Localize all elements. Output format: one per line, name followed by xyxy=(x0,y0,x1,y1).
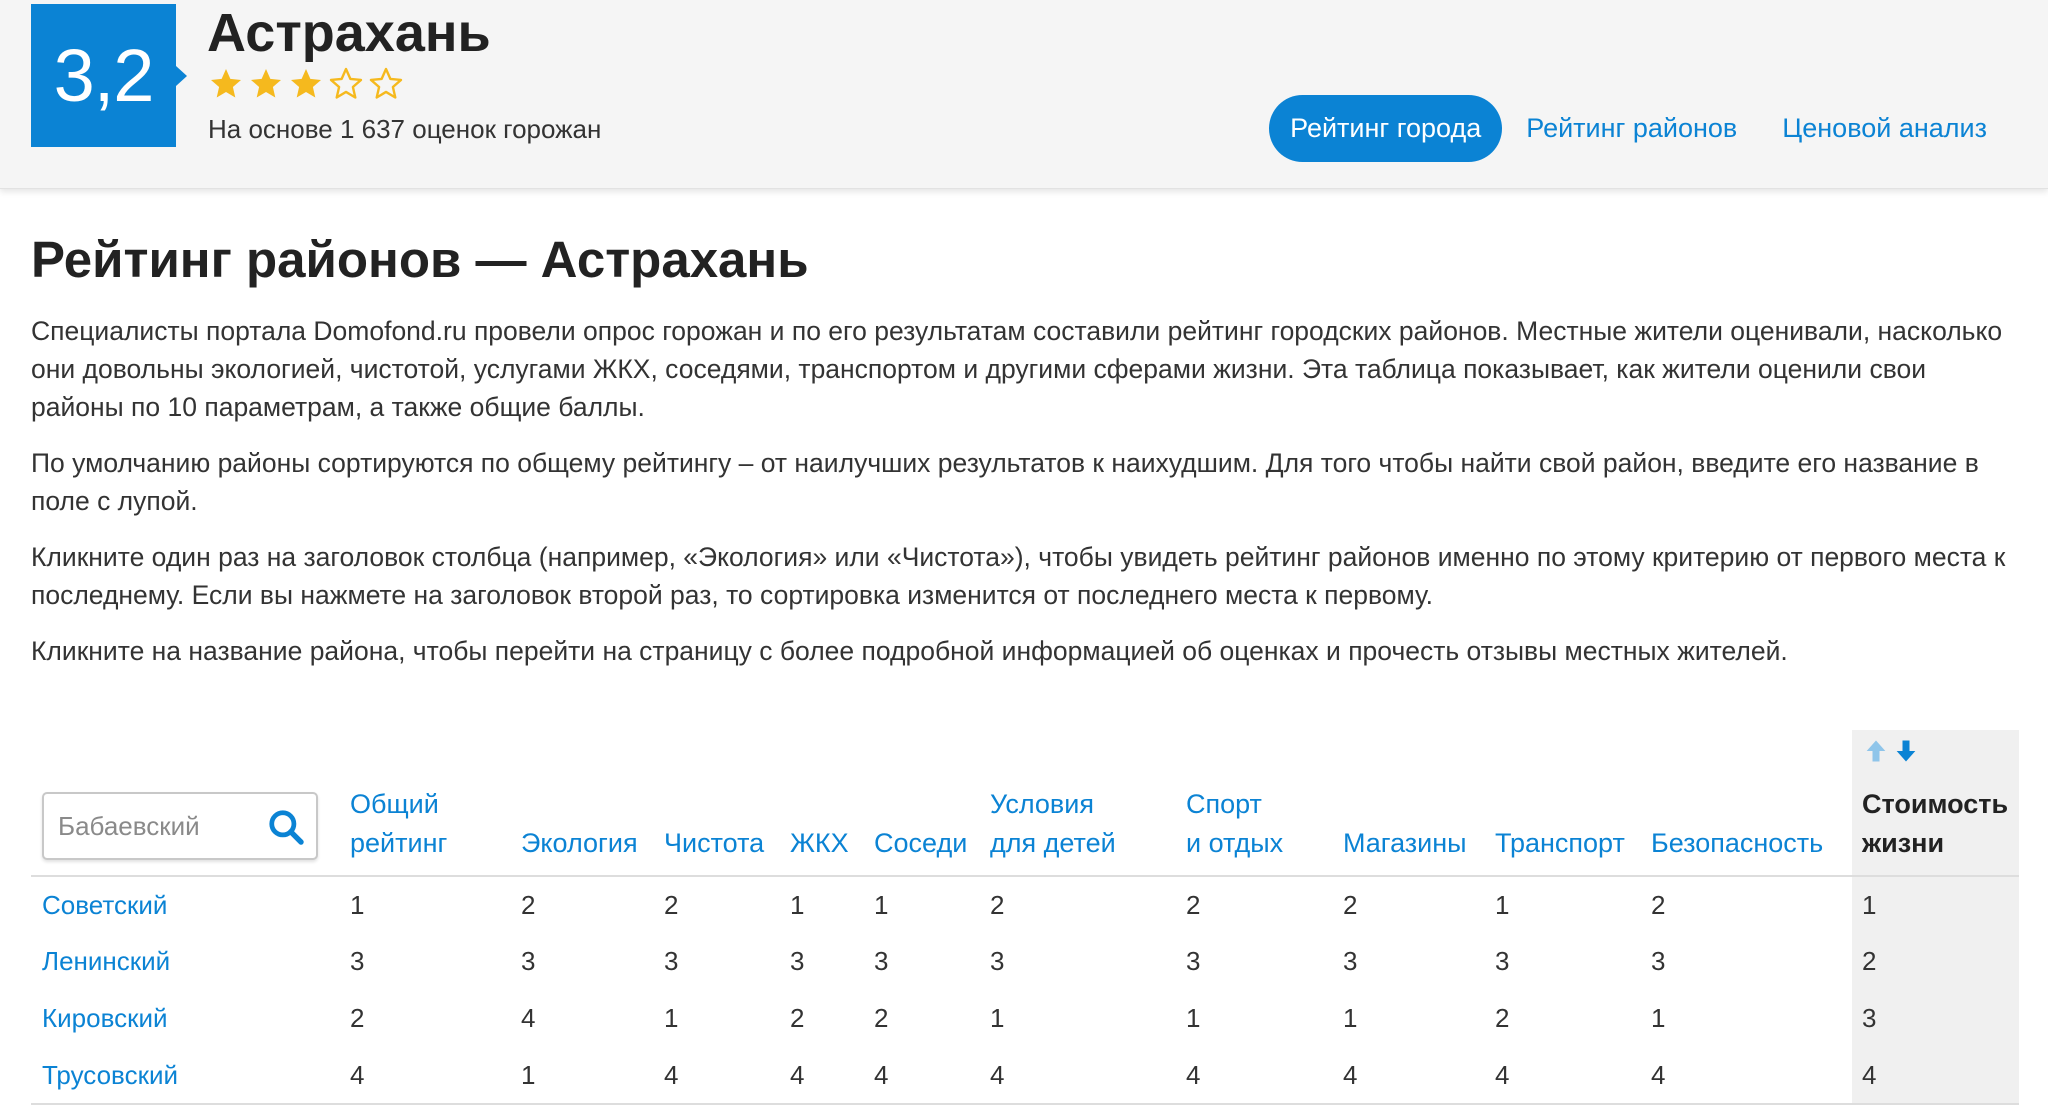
rating-cell: 3 xyxy=(790,946,805,976)
rating-cell: 4 xyxy=(874,1059,889,1090)
col-header-overall[interactable] xyxy=(350,730,521,876)
rating-cell: 1 xyxy=(874,889,889,920)
col-header-label[interactable]: Условия xyxy=(990,789,1094,819)
star-rating xyxy=(207,66,405,102)
col-header-cleanliness[interactable] xyxy=(664,730,790,876)
col-header-shops[interactable] xyxy=(1343,730,1495,876)
district-search[interactable] xyxy=(42,792,318,860)
rating-cell: 2 xyxy=(1852,933,2019,990)
rating-cell: 2 xyxy=(664,889,679,920)
table-body xyxy=(31,876,2019,1104)
rating-cell: 4 xyxy=(1343,1059,1358,1090)
score-badge xyxy=(31,4,176,147)
col-header-utilities[interactable] xyxy=(790,730,874,876)
rating-cell: 4 xyxy=(521,1003,536,1033)
col-header-label[interactable]: Транспорт xyxy=(1495,828,1625,858)
rating-cell: 1 xyxy=(790,889,805,920)
col-header-cost-of-living[interactable] xyxy=(1852,730,2019,876)
rating-cell: 4 xyxy=(1186,1059,1201,1090)
rating-cell: 2 xyxy=(1495,1003,1510,1033)
district-link[interactable]: Кировский xyxy=(42,1003,168,1033)
rating-cell: 2 xyxy=(790,1003,805,1033)
rating-cell: 4 xyxy=(1495,1059,1510,1090)
intro-paragraph: Кликните один раз на заголовок столбца (например, «Экология» или «Чистота»), чтобы увидеть рейтинг районов именно по этому критерию от первого места к последнему. Если вы нажмете на заголовок второй раз, то сортировка изменится от последнего места к первому. xyxy=(31,542,2006,610)
rating-cell: 1 xyxy=(350,889,365,920)
rating-cell: 2 xyxy=(1186,889,1201,920)
rating-cell: 2 xyxy=(1343,889,1358,920)
star-empty-icon xyxy=(327,66,365,102)
star-full-icon xyxy=(247,66,285,102)
table-header-row xyxy=(31,730,2019,876)
col-header-children[interactable] xyxy=(990,730,1186,876)
rating-cell: 4 xyxy=(664,1059,679,1090)
rating-cell: 1 xyxy=(521,1059,536,1090)
col-header-label[interactable]: Соседи xyxy=(874,828,968,858)
sort-down-icon[interactable] xyxy=(1892,737,1920,765)
star-empty-icon xyxy=(367,66,405,102)
rating-cell: 2 xyxy=(521,889,536,920)
rating-cell: 1 xyxy=(1186,1003,1201,1033)
header-nav xyxy=(1266,95,2008,162)
sort-arrows[interactable] xyxy=(1862,737,2019,765)
rating-cell: 3 xyxy=(990,946,1005,976)
col-header-label[interactable]: Чистота xyxy=(664,828,765,858)
rating-cell: 3 xyxy=(1852,990,2019,1047)
rating-cell: 3 xyxy=(1495,946,1510,976)
intro-paragraph: По умолчанию районы сортируются по общему рейтингу – от наилучших результатов к наихудшим. Для того чтобы найти свой район, введите его название в поле с лупой. xyxy=(31,448,1979,516)
rating-cell: 2 xyxy=(874,1003,889,1033)
col-header-label[interactable]: Магазины xyxy=(1343,828,1467,858)
col-header-neighbors[interactable] xyxy=(874,730,990,876)
star-full-icon xyxy=(287,66,325,102)
rating-cell: 2 xyxy=(350,1003,365,1033)
rating-cell: 3 xyxy=(1651,946,1666,976)
col-header-label[interactable]: ЖКХ xyxy=(790,828,849,858)
intro-paragraph: Специалисты портала Domofond.ru провели опрос горожан и по его результатам составили рейтинг городских районов. Местные жители оценивали, насколько они довольны экологией, чистотой, услугами ЖКХ, соседями, транспортом и другими сферами жизни. Эта таблица показывает, как жители оценили свои районы по 10 параметрам, а также общие баллы. xyxy=(31,316,2003,422)
col-header-label[interactable]: Общий xyxy=(350,789,439,819)
city-name: Астрахань xyxy=(207,3,491,63)
col-header-label[interactable]: Спорт xyxy=(1186,789,1262,819)
rating-cell: 3 xyxy=(874,946,889,976)
district-link[interactable]: Трусовский xyxy=(42,1059,178,1090)
col-header-label[interactable]: и отдых xyxy=(1186,828,1284,858)
col-header-label[interactable]: Стоимость xyxy=(1862,789,2009,819)
rating-cell: 4 xyxy=(1852,1047,2019,1104)
rating-cell: 1 xyxy=(664,1003,679,1033)
sort-up-icon[interactable] xyxy=(1862,737,1890,765)
col-header-label[interactable]: жизни xyxy=(1862,828,1945,858)
col-header-label[interactable]: Экология xyxy=(521,828,638,858)
table-row xyxy=(31,876,2019,933)
rating-cell: 3 xyxy=(664,946,679,976)
search-input[interactable] xyxy=(58,804,268,848)
ratings-table xyxy=(31,730,2019,1105)
rating-cell: 1 xyxy=(1651,1003,1666,1033)
table-row xyxy=(31,990,2019,1047)
rating-cell: 1 xyxy=(990,1003,1005,1033)
rating-cell: 4 xyxy=(790,1059,805,1090)
search-icon[interactable] xyxy=(267,808,305,846)
tab-district-rating[interactable]: Рейтинг районов xyxy=(1526,113,1738,143)
district-link[interactable]: Советский xyxy=(42,889,168,920)
rating-cell: 3 xyxy=(1343,946,1358,976)
rating-cell: 4 xyxy=(1651,1059,1666,1090)
rating-cell: 4 xyxy=(350,1059,365,1090)
tab-price-analysis[interactable]: Ценовой анализ xyxy=(1782,113,1987,143)
table-row xyxy=(31,933,2019,990)
col-header-sport[interactable] xyxy=(1186,730,1343,876)
rating-cell: 3 xyxy=(521,946,536,976)
star-full-icon xyxy=(207,66,245,102)
col-header-ecology[interactable] xyxy=(521,730,664,876)
rating-cell: 2 xyxy=(990,889,1005,920)
intro-text xyxy=(31,312,2021,688)
col-header-label[interactable]: Безопасность xyxy=(1651,828,1824,858)
rating-cell: 4 xyxy=(990,1059,1005,1090)
col-header-label[interactable]: для детей xyxy=(990,828,1116,858)
city-header xyxy=(0,0,2048,189)
col-header-transport[interactable] xyxy=(1495,730,1651,876)
page-title: Рейтинг районов — Астрахань xyxy=(31,231,809,288)
col-header-label[interactable]: рейтинг xyxy=(350,828,448,858)
col-header-safety[interactable] xyxy=(1651,730,1852,876)
ratings-count: На основе 1 637 оценок горожан xyxy=(208,114,602,144)
rating-cell: 2 xyxy=(1651,889,1666,920)
tab-city-rating[interactable]: Рейтинг города xyxy=(1269,95,1502,162)
table-row xyxy=(31,1047,2019,1104)
rating-cell: 3 xyxy=(350,946,365,976)
intro-paragraph: Кликните на название района, чтобы перейти на страницу с более подробной информацией об оценках и прочесть отзывы местных жителей. xyxy=(31,636,1788,666)
rating-cell: 1 xyxy=(1343,1003,1358,1033)
rating-cell: 3 xyxy=(1186,946,1201,976)
rating-cell: 1 xyxy=(1852,876,2019,933)
score-value: 3,2 xyxy=(53,34,154,117)
rating-cell: 1 xyxy=(1495,889,1510,920)
district-link[interactable]: Ленинский xyxy=(42,946,171,976)
